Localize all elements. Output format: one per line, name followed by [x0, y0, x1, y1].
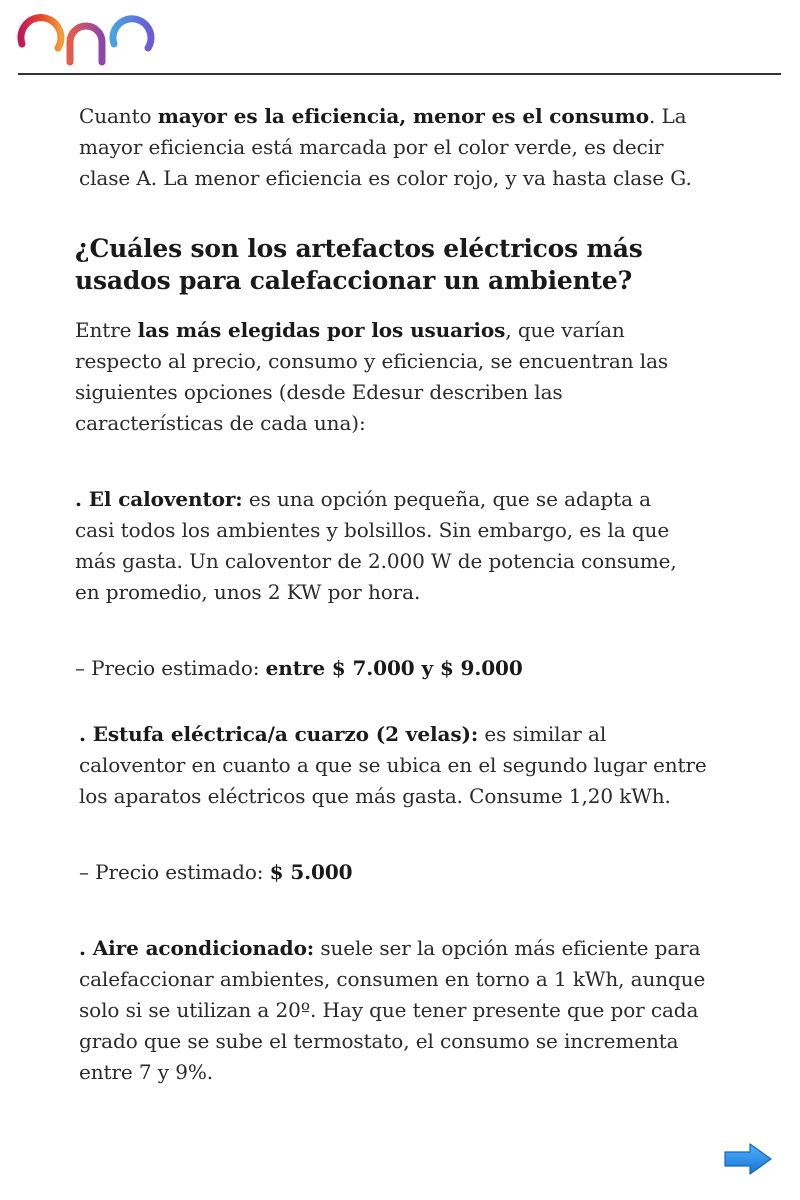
item-title: . Estufa eléctrica/a cuarzo (2 velas):	[79, 722, 479, 746]
intro-text-end: . La mayor eficiencia está marcada por el color verde, es decir clase A. La menor eficiencia es color rojo, y va hasta clase G.	[79, 104, 692, 190]
item-description: es una opción pequeña, que se adapta a casi todos los ambientes y bolsillos. Sin embargo, es la que más gasta. Un caloventor de 2.000 W de potencia consume, en promedio, unos 2 KW por hora.	[75, 487, 677, 604]
lead-bold-text: las más elegidas por los usuarios	[137, 318, 506, 342]
lead-paragraph	[75, 315, 705, 439]
lead-text-end: , que varían respecto al precio, consumo y eficiencia, se encuentran las siguientes opciones (desde Edesur describen las características de cada una):	[75, 318, 669, 435]
price-caloventor	[75, 653, 715, 684]
item-title: . El caloventor:	[75, 487, 243, 511]
item-estufa	[79, 719, 709, 812]
price-value: $ 5.000	[269, 860, 353, 884]
intro-paragraph	[79, 101, 699, 194]
enel-logo[interactable]	[16, 4, 186, 70]
right-arrow-icon[interactable]	[722, 1141, 774, 1177]
page-header	[0, 0, 800, 75]
lead-text-start: Entre	[75, 318, 138, 342]
intro-text-start: Cuanto	[79, 104, 158, 128]
item-aire-acondicionado	[79, 933, 709, 1088]
price-label: – Precio estimado:	[75, 656, 266, 680]
header-divider	[18, 73, 781, 75]
price-label: – Precio estimado:	[79, 860, 270, 884]
price-estufa	[79, 857, 719, 888]
price-value: entre $ 7.000 y $ 9.000	[265, 656, 523, 680]
item-description: es similar al caloventor en cuanto a que se ubica en el segundo lugar entre los aparatos eléctricos que más gasta. Consume 1,20 kWh.	[79, 722, 707, 808]
item-caloventor	[75, 484, 685, 608]
intro-bold-text: mayor es la eficiencia, menor es el consumo	[157, 104, 649, 128]
item-description: suele ser la opción más eficiente para calefaccionar ambientes, consumen en torno a 1 kWh, aunque solo si se utilizan a 20º. Hay que tener presente que por cada grado que se sube el termostato, el consumo se incrementa entre 7 y 9%.	[79, 936, 706, 1084]
item-title: . Aire acondicionado:	[79, 936, 315, 960]
section-heading: ¿Cuáles son los artefactos eléctricos más usados para calefaccionar un ambiente?	[75, 234, 643, 295]
